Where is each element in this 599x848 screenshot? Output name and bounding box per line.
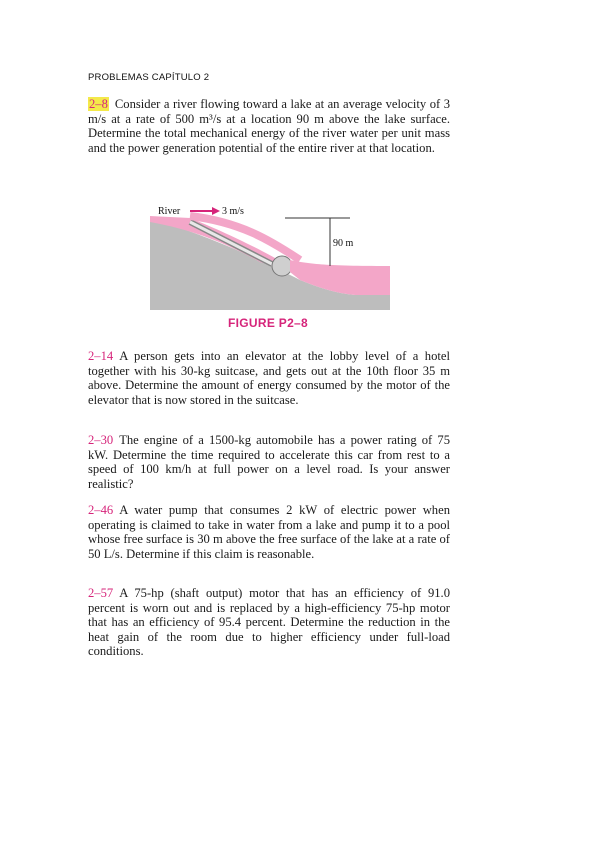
problem-text: A person gets into an elevator at the lobby level of a hotel together with his 30-kg suitcase, and gets out at the 10th floor 35 m above. Determine the amount of energy consumed by the motor of the elevator that is now stored in the suitcase. (88, 349, 450, 407)
river-label: River (158, 206, 181, 217)
problem-number: 2–30 (88, 433, 114, 447)
problem-2-8 (88, 97, 450, 155)
page-header: PROBLEMAS CAPÍTULO 2 (88, 72, 210, 83)
problem-number: 2–8 (89, 97, 108, 111)
problem-2-46 (88, 503, 450, 561)
problem-number: 2–57 (88, 586, 114, 600)
river-dam-diagram (150, 200, 390, 310)
height-label: 90 m (333, 238, 354, 249)
problem-number: 2–46 (88, 503, 114, 517)
velocity-label: 3 m/s (222, 206, 244, 217)
problem-2-14 (88, 349, 450, 407)
figure-caption: FIGURE P2–8 (228, 316, 308, 330)
problem-text: The engine of a 1500-kg automobile has a power rating of 75 kW. Determine the time required to accelerate this car from rest to a speed of 100 km/h at full power on a level road. Is your answer realistic? (88, 433, 450, 491)
turbine-icon (272, 256, 292, 276)
problem-2-30 (88, 433, 450, 491)
problem-number: 2–14 (88, 349, 114, 363)
problem-2-57 (88, 586, 450, 659)
problem-text: A water pump that consumes 2 kW of electric power when operating is claimed to take in water from a lake and pump it to a pool whose free surface is 30 m above the free surface of the lake at a rate of 50 L/s. Determine if this claim is reasonable. (88, 503, 450, 561)
problem-text: A 75-hp (shaft output) motor that has an efficiency of 91.0 percent is worn out and is replaced by a high-efficiency 75-hp motor that has an efficiency of 95.4 percent. Determine the reduction in the heat gain of the room due to higher efficiency under full-load conditions. (88, 586, 450, 659)
problem-text: Consider a river flowing toward a lake at an average velocity of 3 m/s at a rate of 500 m³/s at a location 90 m above the lake surface. Determine the total mechanical energy of the river water per unit mass and the power generation potential of the entire river at that location. (88, 97, 450, 155)
figure-p2-8 (150, 200, 390, 310)
